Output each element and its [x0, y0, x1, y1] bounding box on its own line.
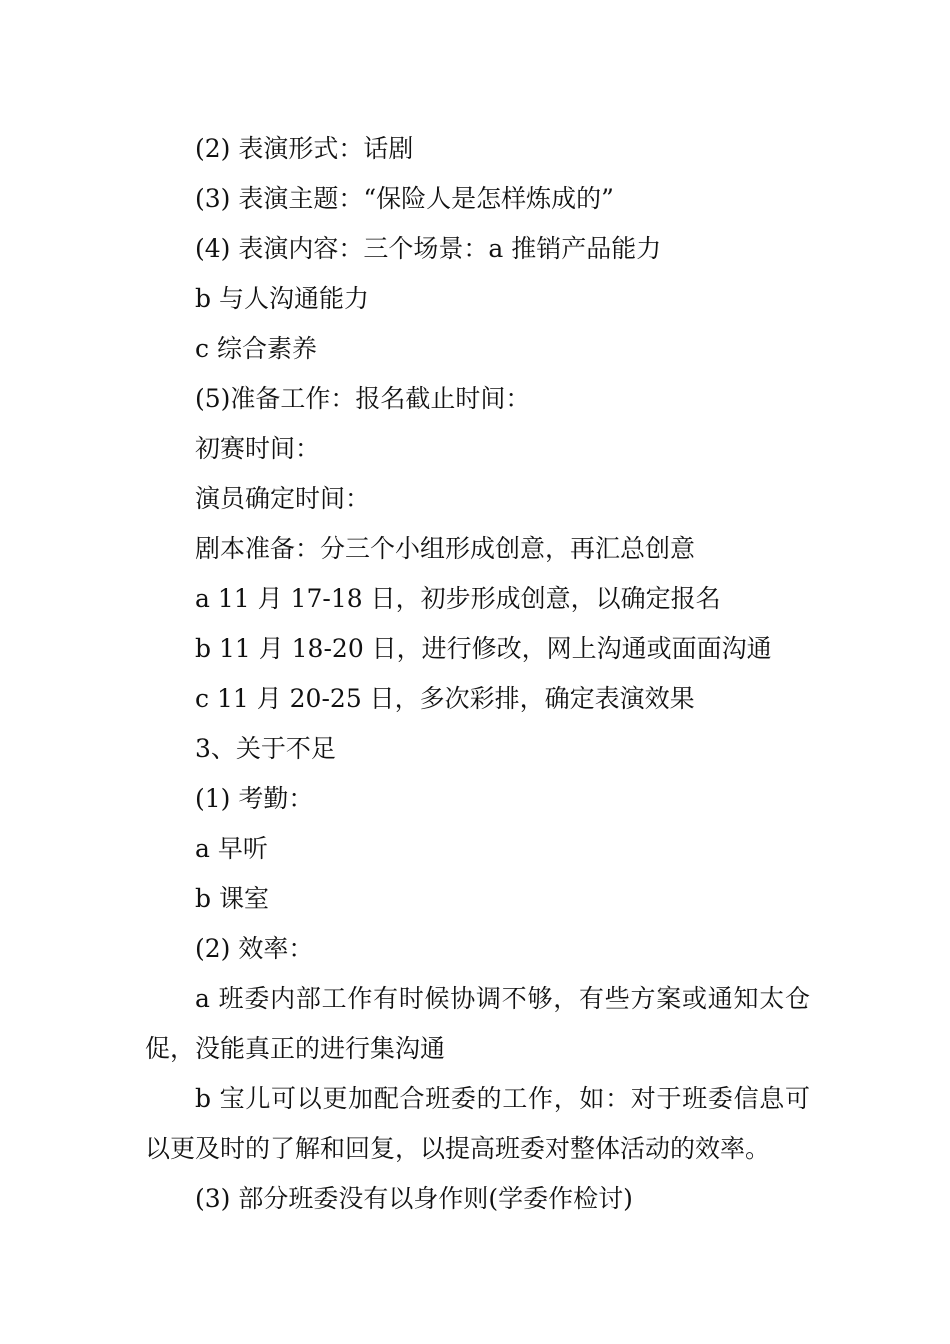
text-line: 演员确定时间：: [195, 484, 371, 513]
text-line: (2) 表演形式：话剧: [195, 134, 414, 163]
text-line: 初赛时间：: [195, 434, 321, 463]
text-line: b 课室: [195, 884, 269, 913]
text-line: (2) 效率：: [195, 934, 314, 963]
text-line: c 11 月 20-25 日，多次彩排，确定表演效果: [195, 684, 695, 713]
text-line: (1) 考勤：: [195, 784, 314, 813]
text-line: a 早听: [195, 834, 268, 863]
text-line: (3) 部分班委没有以身作则(学委作检讨): [195, 1184, 633, 1213]
text-line: (3) 表演主题：“保险人是怎样炼成的”: [195, 184, 614, 213]
text-line: (4) 表演内容：三个场景：a 推销产品能力: [195, 234, 662, 263]
paragraph: b 宝儿可以更加配合班委的工作，如：对于班委信息可以更及时的了解和回复，以提高班委对整体活动的效率。: [145, 1084, 810, 1163]
text-line: 剧本准备：分三个小组形成创意，再汇总创意: [195, 534, 696, 563]
paragraph: a 班委内部工作有时候协调不够，有些方案或通知太仓促，没能真正的进行集沟通: [145, 984, 810, 1063]
section-heading: 3、关于不足: [195, 734, 336, 763]
text-line: b 11 月 18-20 日，进行修改，网上沟通或面面沟通: [195, 634, 772, 663]
text-line: a 11 月 17-18 日，初步形成创意，以确定报名: [195, 584, 721, 613]
document-body: [145, 124, 810, 1224]
text-line: b 与人沟通能力: [195, 284, 369, 313]
text-line: c 综合素养: [195, 334, 317, 363]
text-line: (5)准备工作：报名截止时间：: [195, 384, 531, 413]
